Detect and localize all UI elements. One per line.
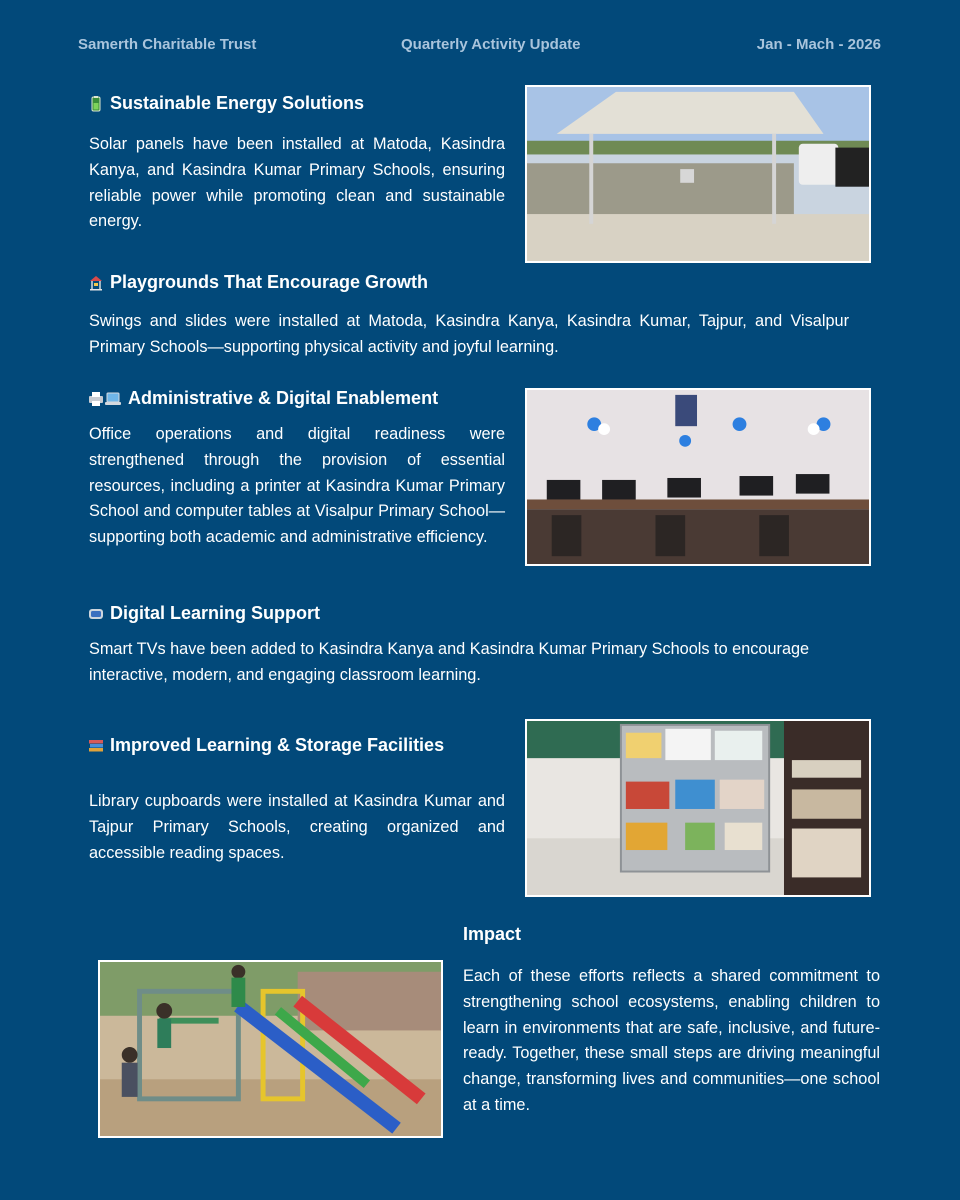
section-title-playgrounds <box>88 272 428 293</box>
section-title-digital-learning <box>88 603 320 624</box>
carousel-icon <box>88 275 104 291</box>
tv-icon <box>88 606 104 622</box>
section-title-admin <box>88 388 438 409</box>
section-title-text: Playgrounds That Encourage Growth <box>110 272 429 292</box>
computer-lab-photo <box>525 388 871 566</box>
books-icon <box>88 738 104 754</box>
section-title-text: Digital Learning Support <box>110 603 320 623</box>
playground-slide-photo <box>98 960 443 1138</box>
report-period: Jan - Mach - 2026 <box>756 36 881 53</box>
section-title-library <box>88 735 444 756</box>
section-title-text: Administrative & Digital Enablement <box>128 388 439 408</box>
section-title-text: Improved Learning & Storage Facilities <box>110 735 445 755</box>
section-title-text: Sustainable Energy Solutions <box>110 93 365 113</box>
battery-icon <box>88 96 104 112</box>
report-title: Quarterly Activity Update <box>401 36 581 53</box>
impact-text: Each of these efforts reflects a shared commitment to strengthening school ecosystems, enabling children to learn in environments that are safe, inclusive, and future-ready. Together, these small steps are driving meaningful change, transforming lives and communities—one school at a time. <box>463 967 880 1114</box>
section-text-energy: Solar panels have been installed at Matoda, Kasindra Kanya, and Kasindra Kumar Primary Schools, ensuring reliable power while promoting clean and sustainable energy. <box>89 135 505 231</box>
org-name: Samerth Charitable Trust <box>78 36 257 53</box>
section-text-admin: Office operations and digital readiness were strengthened through the provision of essential resources, including a printer at Kasindra Kumar Primary School and computer tables at Visalpur Primary School—supporting both academic and administrative efficiency. <box>89 425 505 547</box>
solar-panel-photo <box>525 85 871 263</box>
section-title-energy <box>88 93 364 114</box>
section-text-digital-learning: Smart TVs have been added to Kasindra Kanya and Kasindra Kumar Primary Schools to encourage interactive, modern, and engaging classroom learning. <box>89 640 810 684</box>
section-text-playgrounds: Swings and slides were installed at Matoda, Kasindra Kanya, Kasindra Kumar, Tajpur, and Visalpur Primary Schools—supporting physical activity and joyful learning. <box>89 312 849 356</box>
impact-title: Impact <box>463 924 522 944</box>
section-text-library: Library cupboards were installed at Kasindra Kumar and Tajpur Primary Schools, creating organized and accessible reading spaces. <box>89 792 505 862</box>
library-cupboard-photo <box>525 719 871 897</box>
printer-laptop-icon <box>88 391 122 407</box>
